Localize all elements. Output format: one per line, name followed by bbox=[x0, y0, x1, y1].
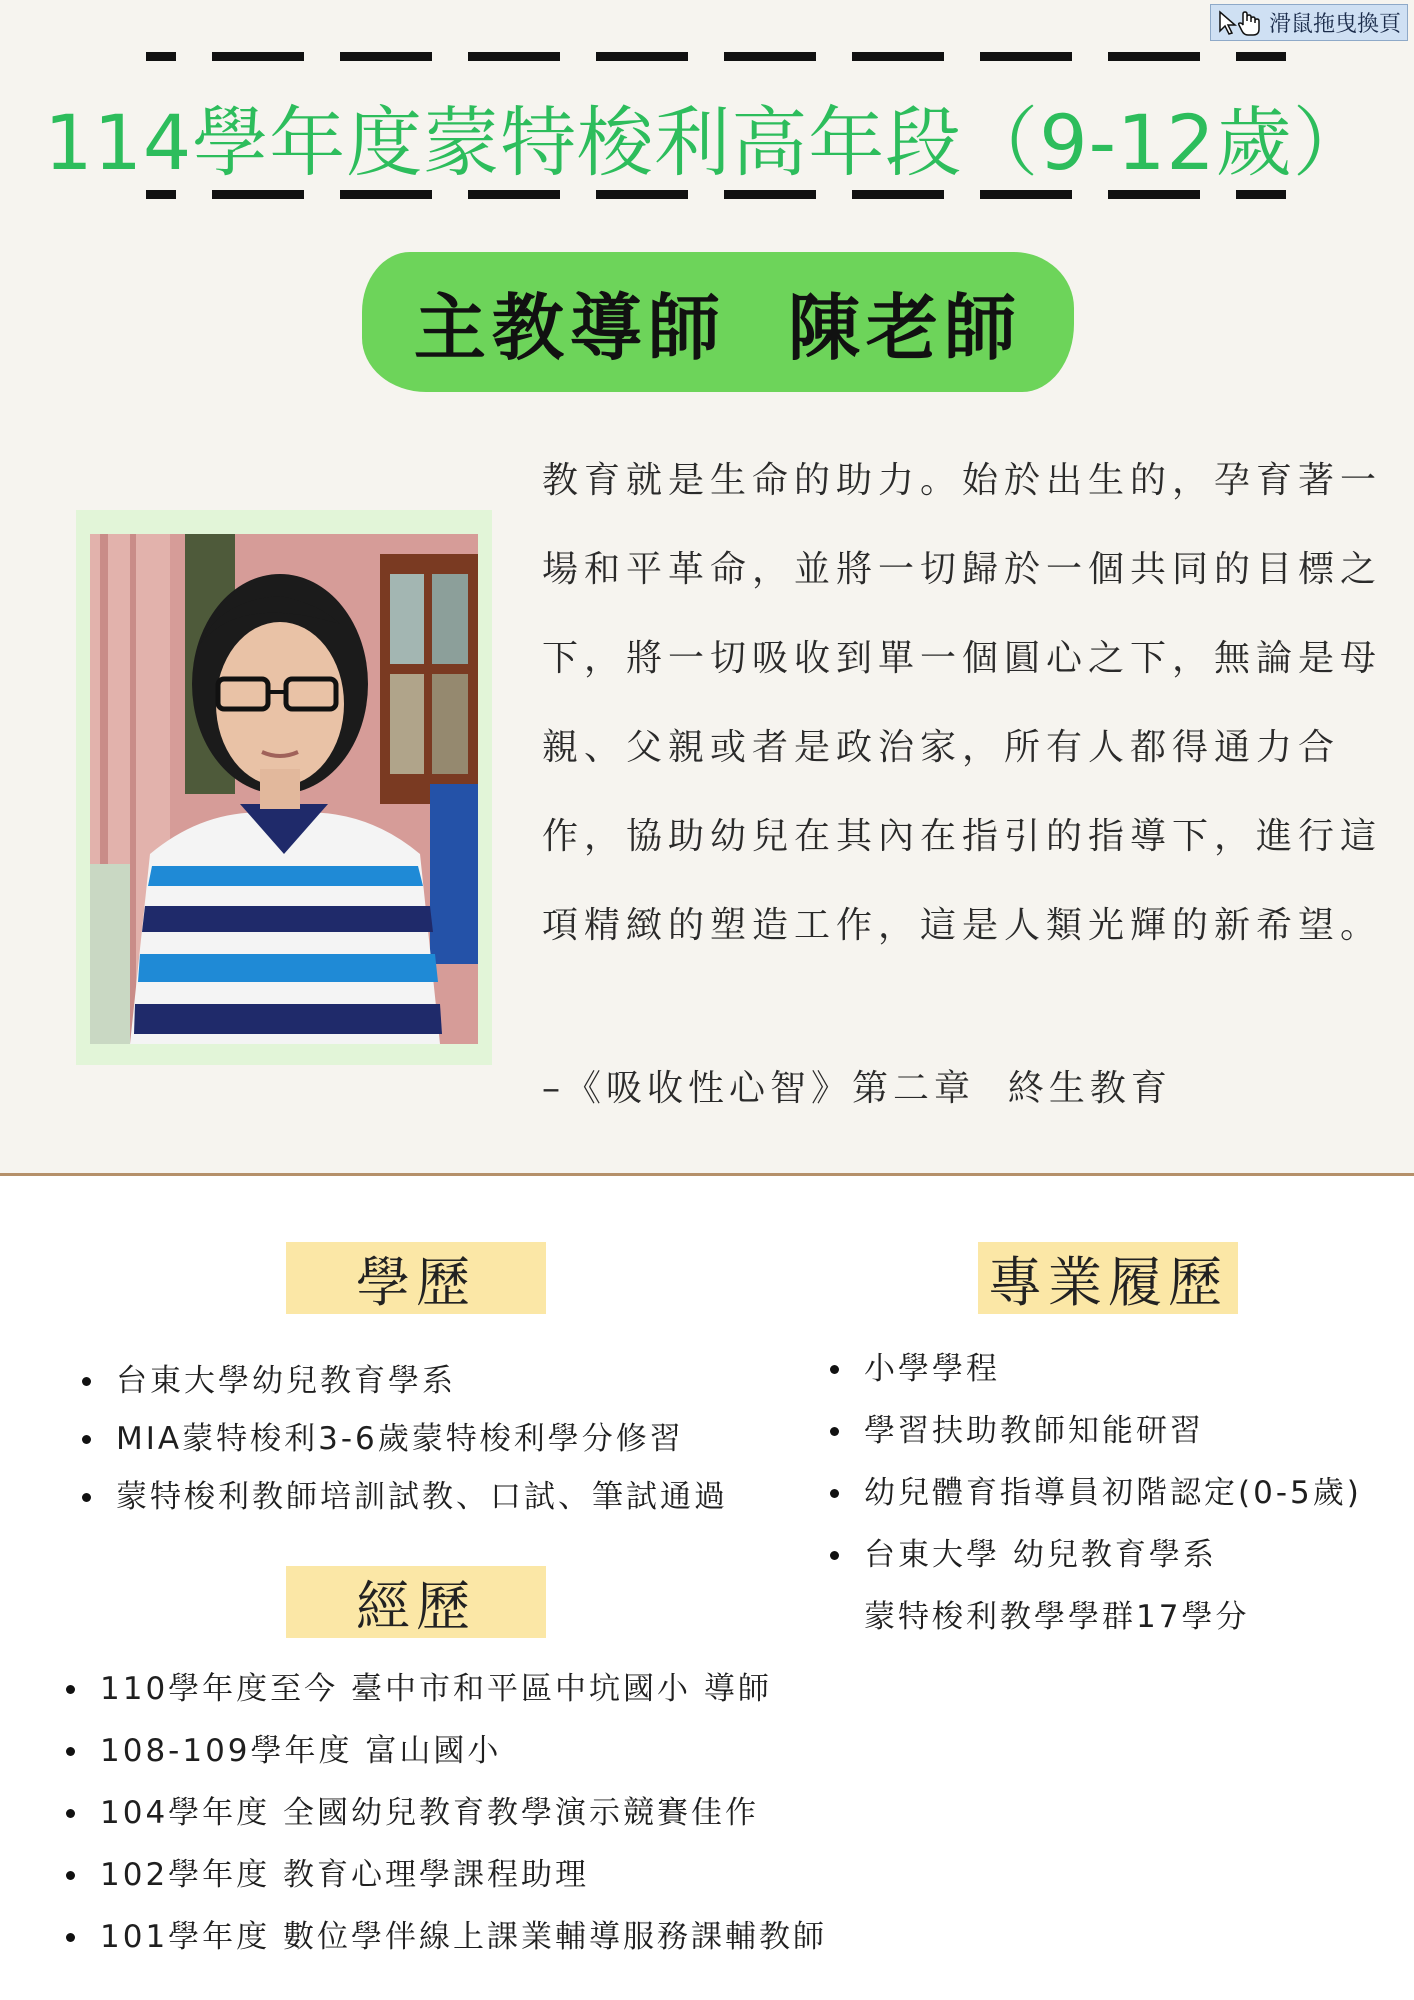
list-item: 102學年度 教育心理學課程助理 bbox=[62, 1844, 827, 1906]
photo-frame bbox=[76, 510, 492, 1065]
list-item: 幼兒體育指導員初階認定(0-5歲) bbox=[826, 1462, 1362, 1524]
education-heading: 學歷 bbox=[286, 1242, 546, 1314]
mouse-drag-icon bbox=[1217, 9, 1265, 37]
list-item: 108-109學年度 富山國小 bbox=[62, 1720, 827, 1782]
quote-line: 親、父親或者是政治家，所有人都得通力合 bbox=[542, 727, 1341, 768]
list-item: 小學學程 bbox=[826, 1338, 1362, 1400]
page-title: 114學年度蒙特梭利高年段（9-12歲） bbox=[44, 98, 1370, 187]
list-item: 蒙特梭利教師培訓試教、口試、筆試通過 bbox=[78, 1468, 728, 1526]
list-item-continuation: 蒙特梭利教學學群17學分 bbox=[864, 1599, 1250, 1635]
experience-heading: 經歷 bbox=[286, 1566, 546, 1638]
experience-list bbox=[62, 1658, 827, 1968]
list-item: 101學年度 數位學伴線上課業輔導服務課輔教師 bbox=[62, 1906, 827, 1968]
teacher-name-banner bbox=[362, 252, 1074, 392]
title-dashed-border-bottom bbox=[146, 190, 1286, 199]
quote-line: 作，協助幼兒在其內在指引的指導下，進行這 bbox=[542, 816, 1383, 857]
professional-list bbox=[826, 1338, 1362, 1648]
professional-heading: 專業履歷 bbox=[978, 1242, 1238, 1314]
list-item: 台東大學幼兒教育學系 bbox=[78, 1352, 728, 1410]
montessori-quote bbox=[542, 436, 1382, 970]
quote-source: –《吸收性心智》第二章 終生教育 bbox=[542, 1068, 1172, 1109]
list-item: 台東大學 幼兒教育學系 bbox=[826, 1524, 1362, 1586]
quote-line: 場和平革命，並將一切歸於一個共同的目標之 bbox=[542, 549, 1383, 590]
quote-line: 教育就是生命的助力。始於出生的，孕育著一 bbox=[542, 460, 1383, 501]
quote-line: 項精緻的塑造工作，這是人類光輝的新希望。 bbox=[542, 905, 1383, 946]
list-item: 110學年度至今 臺中市和平區中坑國小 導師 bbox=[62, 1658, 827, 1720]
teacher-portrait bbox=[90, 534, 478, 1044]
list-item: 104學年度 全國幼兒教育教學演示競賽佳作 bbox=[62, 1782, 827, 1844]
title-dashed-border-top bbox=[146, 52, 1286, 61]
list-item: 學習扶助教師知能研習 bbox=[826, 1400, 1362, 1462]
quote-line: 下，將一切吸收到單一個圓心之下，無論是母 bbox=[542, 638, 1383, 679]
teacher-name: 主教導師 陳老師 bbox=[413, 285, 1023, 370]
page-drag-hint-label: 滑鼠拖曳換頁 bbox=[1268, 12, 1401, 37]
list-item: MIA蒙特梭利3-6歲蒙特梭利學分修習 bbox=[78, 1410, 728, 1468]
page-drag-hint[interactable] bbox=[1210, 4, 1408, 41]
education-list bbox=[78, 1352, 728, 1526]
